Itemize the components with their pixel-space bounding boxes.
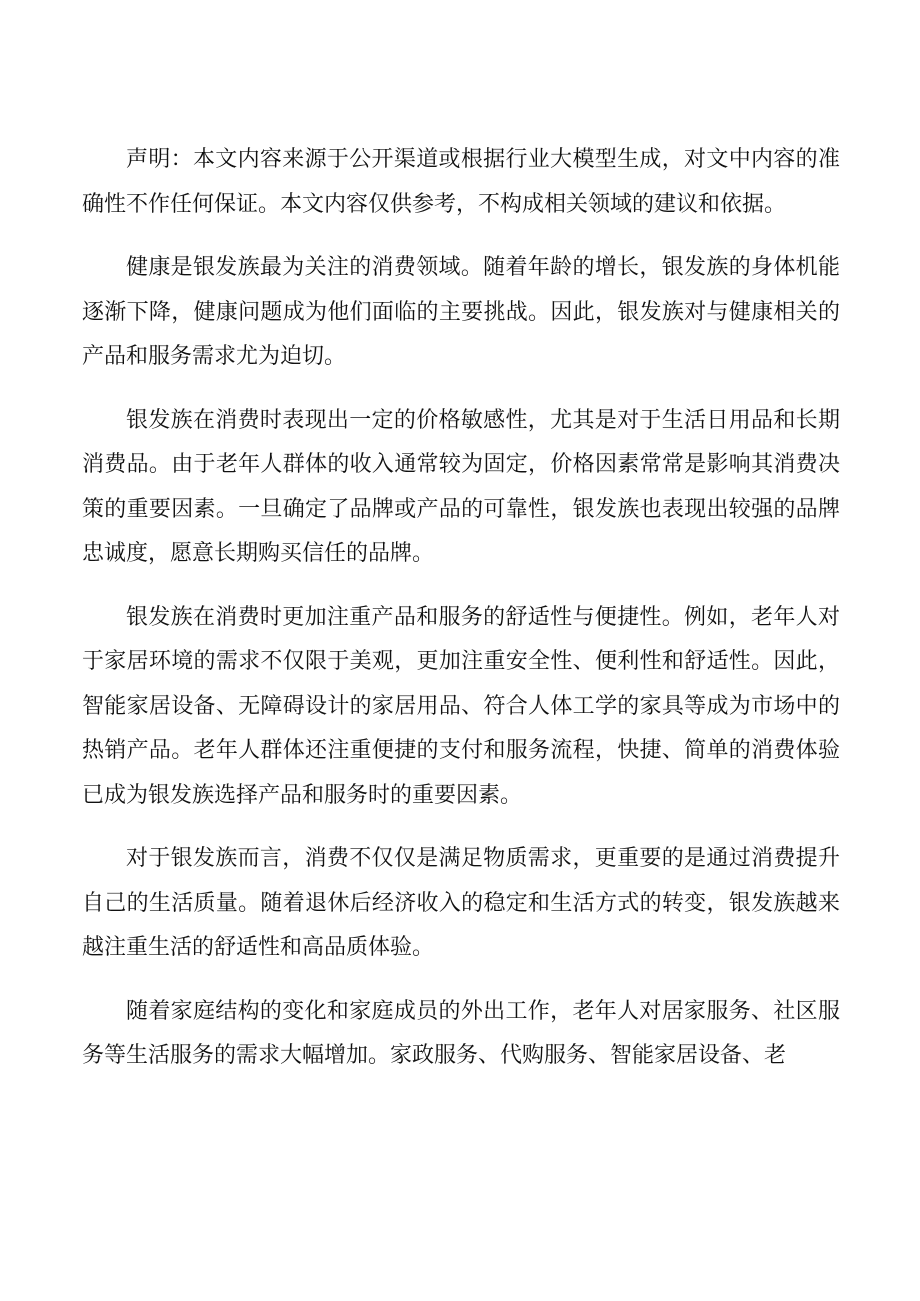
quality-of-life-paragraph: 对于银发族而言，消费不仅仅是满足物质需求，更重要的是通过消费提升自己的生活质量。随着退休后经济收入的稳定和生活方式的转变，银发族越来越注重生活的舒适性和高品质体验。	[82, 846, 840, 960]
comfort-convenience-paragraph: 银发族在消费时更加注重产品和服务的舒适性与便捷性。例如，老年人对于家居环境的需求不仅限于美观，更加注重安全性、便利性和舒适性。因此，智能家居设备、无障碍设计的家居用品、符合人体工学的家具等成为市场中的热销产品。老年人群体还注重便捷的支付和服务流程，快捷、简单的消费体验已成为银发族选择产品和服务时的重要因素。	[82, 604, 840, 808]
document-body	[82, 138, 840, 1098]
health-paragraph: 健康是银发族最为关注的消费领域。随着年龄的增长，银发族的身体机能逐渐下降，健康问题成为他们面临的主要挑战。因此，银发族对与健康相关的产品和服务需求尤为迫切。	[82, 255, 840, 369]
disclaimer-paragraph: 声明：本文内容来源于公开渠道或根据行业大模型生成，对文中内容的准确性不作任何保证。本文内容仅供参考，不构成相关领域的建议和依据。	[82, 147, 840, 217]
price-sensitivity-paragraph: 银发族在消费时表现出一定的价格敏感性，尤其是对于生活日用品和长期消费品。由于老年人群体的收入通常较为固定，价格因素常常是影响其消费决策的重要因素。一旦确定了品牌或产品的可靠性，银发族也表现出较强的品牌忠诚度，愿意长期购买信任的品牌。	[82, 407, 840, 566]
life-services-paragraph: 随着家庭结构的变化和家庭成员的外出工作，老年人对居家服务、社区服务等生活服务的需求大幅增加。家政服务、代购服务、智能家居设备、老	[82, 998, 840, 1068]
